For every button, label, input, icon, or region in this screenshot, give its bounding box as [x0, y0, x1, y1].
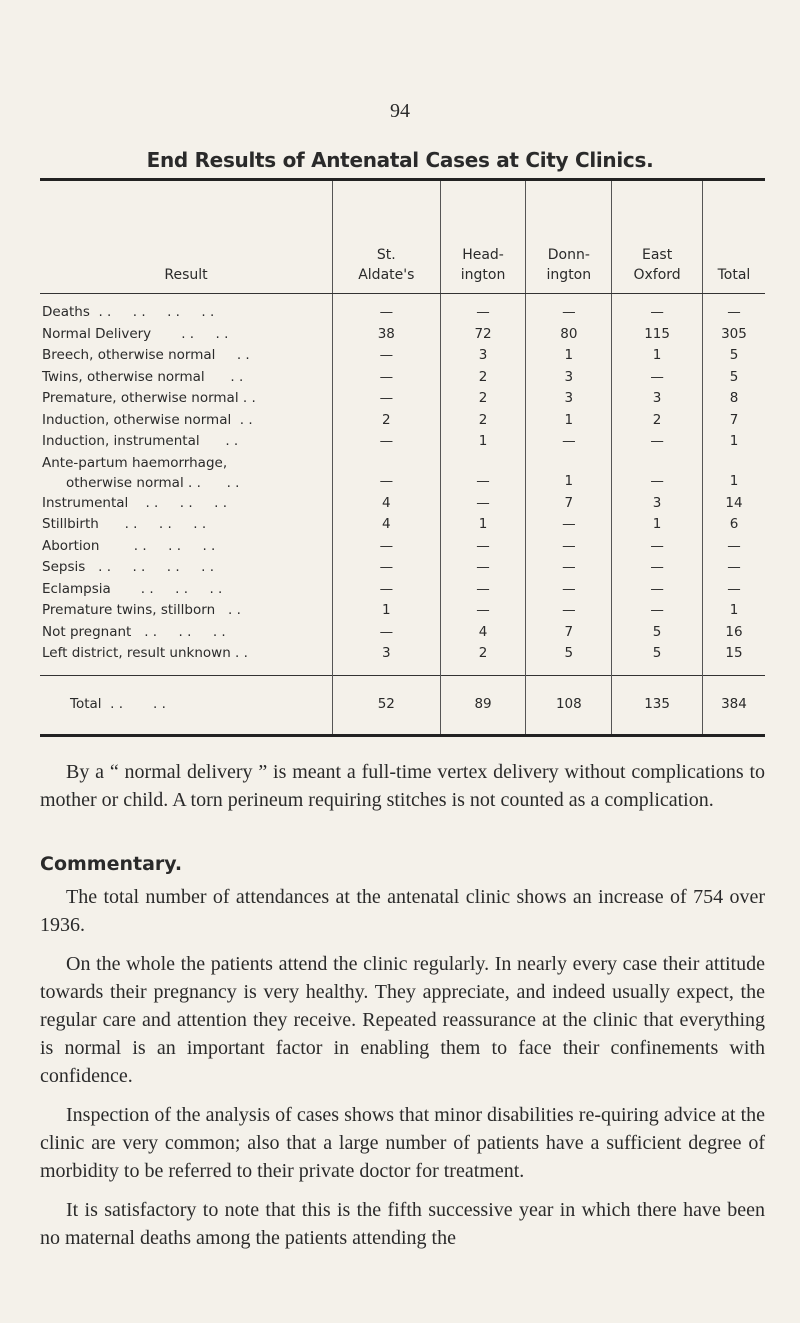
row-value: —	[526, 579, 612, 601]
table-row	[40, 493, 765, 515]
row-value: —	[333, 367, 441, 389]
row-value: 2	[440, 410, 526, 432]
row-label: Deaths . . . . . . . .	[42, 304, 215, 320]
commentary-heading: Commentary.	[40, 853, 183, 875]
row-value: —	[702, 536, 765, 558]
results-table	[40, 178, 765, 737]
row-value: —	[440, 294, 526, 324]
row-label: Left district, result unknown . .	[42, 645, 248, 661]
row-label: Sepsis . . . . . . . .	[42, 559, 214, 575]
row-value: 4	[333, 493, 441, 515]
row-value: —	[612, 579, 703, 601]
row-value: —	[333, 388, 441, 410]
row-value: —	[526, 557, 612, 579]
row-value: —	[440, 493, 526, 515]
row-value: 2	[440, 643, 526, 665]
table-header-row	[40, 181, 765, 294]
row-label: Induction, instrumental . .	[42, 433, 239, 449]
row-value: —	[612, 367, 703, 389]
row-value: 6	[702, 514, 765, 536]
header-total: Total	[702, 181, 765, 294]
row-value: —	[526, 431, 612, 453]
row-value: —	[612, 431, 703, 453]
row-value: 14	[702, 493, 765, 515]
row-value: 5	[526, 643, 612, 665]
row-label: Induction, otherwise normal . .	[42, 411, 253, 428]
row-value: —	[702, 557, 765, 579]
row-label: Stillbirth . . . . . .	[42, 516, 207, 532]
table-row	[40, 622, 765, 644]
row-value: —	[612, 557, 703, 579]
commentary-paragraph: It is satisfactory to note that this is the fifth successive year in which there have been no maternal deaths among the patients attending the	[40, 1199, 765, 1249]
row-value: 2	[612, 410, 703, 432]
row-value: 4	[440, 622, 526, 644]
row-value: —	[526, 514, 612, 536]
row-value: —	[333, 536, 441, 558]
table-row	[40, 557, 765, 579]
total-value: 108	[526, 675, 612, 734]
row-value: —	[440, 557, 526, 579]
row-label: Breech, otherwise normal . .	[42, 347, 250, 363]
total-row	[40, 675, 765, 734]
page-number: 94	[390, 100, 410, 122]
row-value: 4	[333, 514, 441, 536]
row-value: —	[612, 294, 703, 324]
header-donnington: Donn- ington	[526, 181, 612, 294]
delivery-definition-note: By a “ normal delivery ” is meant a full-time vertex delivery without complications to mother or child. A torn perineum requiring stitches is not counted as a complication.	[40, 761, 765, 811]
row-value: 16	[702, 622, 765, 644]
row-value: —	[333, 431, 441, 453]
row-value: —	[333, 579, 441, 601]
table-row	[40, 324, 765, 346]
header-result: Result	[40, 181, 333, 294]
row-value: 1	[526, 453, 612, 493]
row-value: —	[440, 536, 526, 558]
table-row	[40, 579, 765, 601]
row-value: —	[526, 294, 612, 324]
row-value: 3	[440, 345, 526, 367]
row-value: 5	[612, 622, 703, 644]
commentary-paragraph: Inspection of the analysis of cases shows that minor disabilities re-quiring advice at the clinic are very common; also that a large number of patients have a sufficient degree of morbidity to be referred to their private doctor for treatment.	[40, 1104, 765, 1182]
commentary-body	[40, 883, 765, 1263]
table-row	[40, 431, 765, 453]
row-value: 1	[702, 453, 765, 493]
header-east-oxford: East Oxford	[612, 181, 703, 294]
table-row	[40, 600, 765, 622]
row-value: 72	[440, 324, 526, 346]
table-row	[40, 367, 765, 389]
row-value: —	[612, 453, 703, 493]
row-value: 2	[440, 388, 526, 410]
row-value: 1	[612, 345, 703, 367]
row-label: Eclampsia . . . . . .	[42, 580, 223, 597]
row-value: —	[440, 600, 526, 622]
table-row	[40, 410, 765, 432]
row-value: —	[702, 294, 765, 324]
row-value: 7	[702, 410, 765, 432]
table-row	[40, 388, 765, 410]
row-label: Instrumental . . . . . .	[42, 494, 227, 511]
row-value: 7	[526, 622, 612, 644]
row-value: —	[333, 294, 441, 324]
row-value: 80	[526, 324, 612, 346]
row-value: 5	[702, 367, 765, 389]
row-value: —	[333, 622, 441, 644]
row-value: —	[526, 600, 612, 622]
row-value: —	[333, 345, 441, 367]
row-value: 3	[333, 643, 441, 665]
row-value: 115	[612, 324, 703, 346]
row-label: Normal Delivery . . . .	[42, 325, 229, 342]
header-headington: Head- ington	[440, 181, 526, 294]
row-value: 3	[612, 493, 703, 515]
row-value: 1	[526, 410, 612, 432]
commentary-paragraph: On the whole the patients attend the clinic regularly. In nearly every case their attitude towards their pregnancy is very healthy. They appreciate, and indeed usually expect, the regular care and attention they receive. Repeated reassurance at the clinic that everything is normal is an important factor in enabling them to face their confinements with confidence.	[40, 953, 765, 1087]
table-row	[40, 345, 765, 367]
row-value: —	[526, 536, 612, 558]
row-value: 1	[702, 431, 765, 453]
row-label: Not pregnant . . . . . .	[42, 623, 226, 640]
row-value: 1	[702, 600, 765, 622]
row-value: —	[440, 579, 526, 601]
row-label: Abortion . . . . . .	[42, 537, 216, 554]
table-row	[40, 643, 765, 665]
row-value: 1	[440, 431, 526, 453]
row-label: Ante-partum haemorrhage, otherwise normal . . . .	[42, 454, 240, 491]
row-value: —	[333, 453, 441, 493]
total-label: Total . . . .	[40, 675, 333, 734]
row-value: —	[333, 557, 441, 579]
note-section	[40, 758, 765, 825]
total-value: 135	[612, 675, 703, 734]
table-title: End Results of Antenatal Cases at City Clinics.	[146, 148, 654, 172]
row-value: 2	[333, 410, 441, 432]
header-st-aldates: St. Aldate's	[333, 181, 441, 294]
row-label: Twins, otherwise normal . .	[42, 368, 244, 385]
commentary-paragraph: The total number of attendances at the antenatal clinic shows an increase of 754 over 1936.	[40, 886, 765, 936]
row-value: 38	[333, 324, 441, 346]
row-value: 15	[702, 643, 765, 665]
row-value: 1	[526, 345, 612, 367]
row-value: 1	[612, 514, 703, 536]
table-row	[40, 514, 765, 536]
row-value: —	[440, 453, 526, 493]
table-row	[40, 294, 765, 324]
table-row	[40, 453, 765, 493]
total-value: 89	[440, 675, 526, 734]
total-value: 52	[333, 675, 441, 734]
row-label: Premature twins, stillborn . .	[42, 602, 241, 618]
row-value: —	[612, 600, 703, 622]
row-value: —	[702, 579, 765, 601]
row-value: 5	[612, 643, 703, 665]
row-value: 1	[440, 514, 526, 536]
table-row	[40, 536, 765, 558]
row-value: 3	[526, 367, 612, 389]
row-value: 8	[702, 388, 765, 410]
row-value: 3	[526, 388, 612, 410]
row-label: Premature, otherwise normal . .	[42, 390, 256, 406]
row-value: —	[612, 536, 703, 558]
row-value: 3	[612, 388, 703, 410]
row-value: 305	[702, 324, 765, 346]
row-value: 2	[440, 367, 526, 389]
row-value: 7	[526, 493, 612, 515]
table-spacer	[40, 665, 765, 676]
row-value: 5	[702, 345, 765, 367]
total-value: 384	[702, 675, 765, 734]
row-value: 1	[333, 600, 441, 622]
